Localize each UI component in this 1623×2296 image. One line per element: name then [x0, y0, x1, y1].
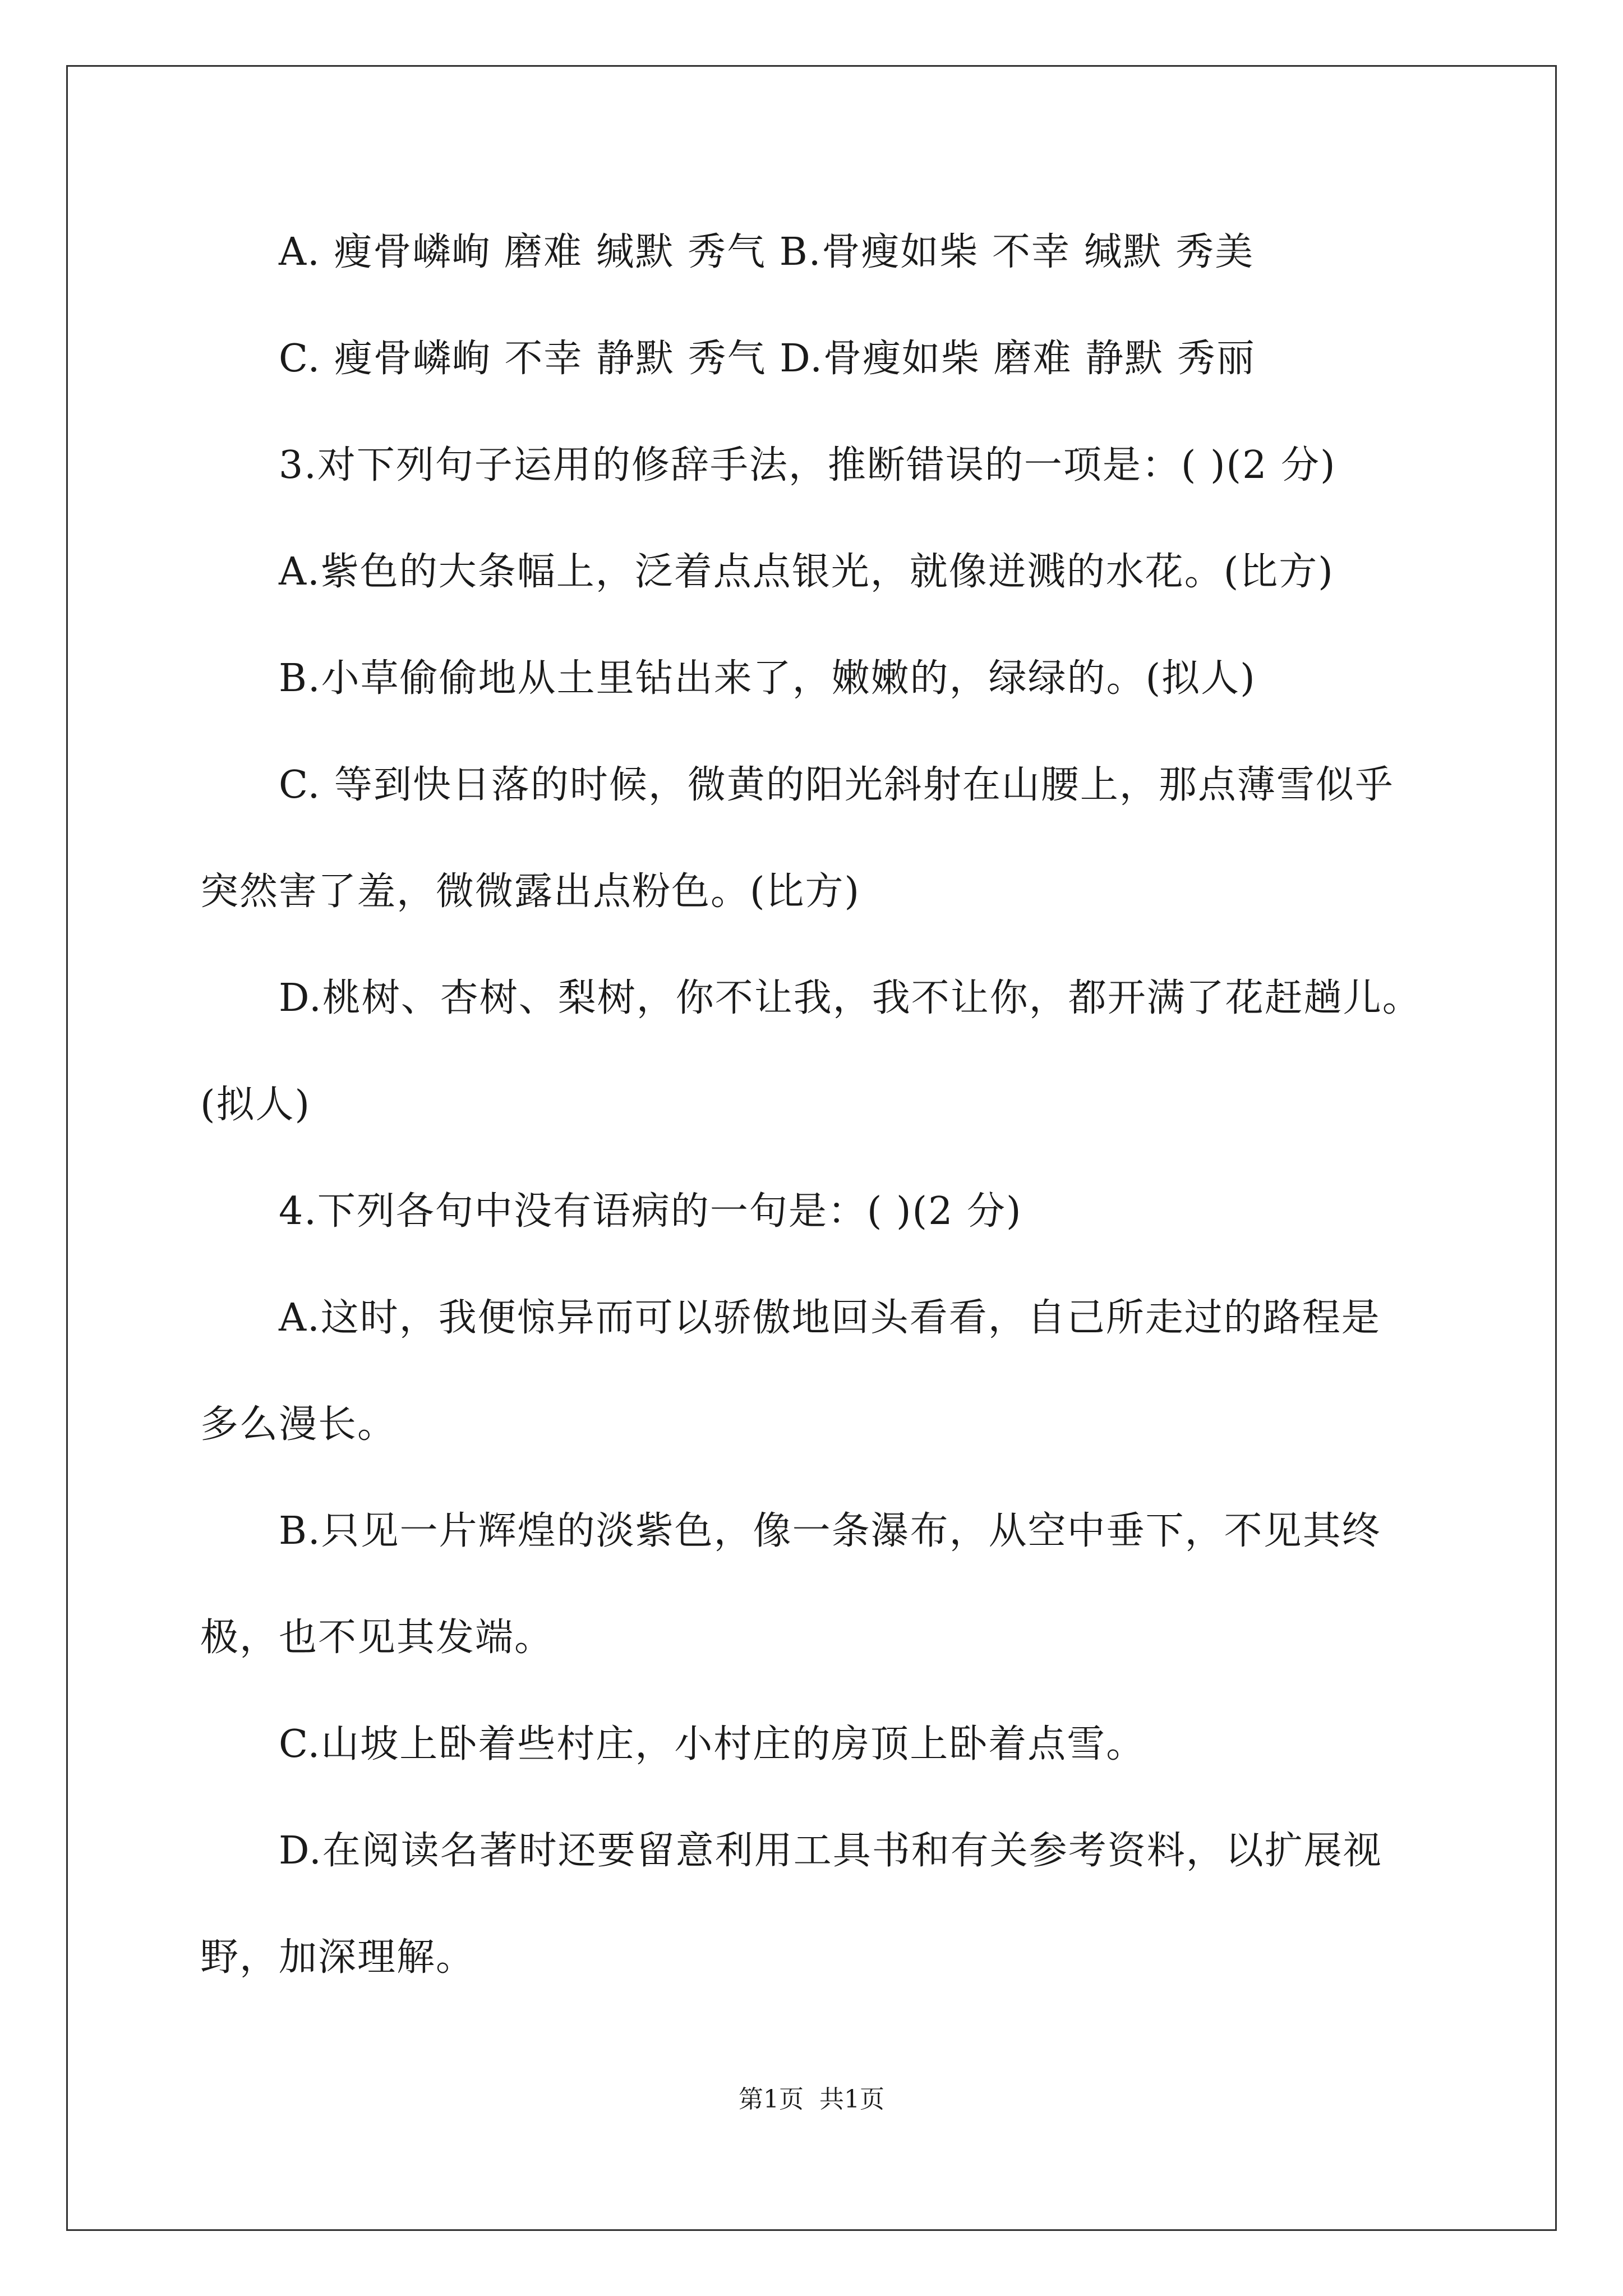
page-total: 共1页 [819, 2085, 884, 2114]
question-4-option-a: A.这时，我便惊异而可以骄傲地回头看看，自己所走过的路程是 [279, 1296, 1381, 1340]
question-4-option-c: C.山坡上卧着些村庄，小村庄的房顶上卧着点雪。 [279, 1722, 1146, 1766]
question-3-option-c: C. 等到快日落的时候，微黄的阳光斜射在山腰上，那点薄雪似乎 [279, 763, 1394, 807]
document-body [200, 219, 1423, 2031]
question-4-option-b-continued: 极，也不见其发端。 [200, 1616, 554, 1660]
question-4-option-d: D.在阅读名著时还要留意利用工具书和有关参考资料，以扩展视 [279, 1829, 1382, 1873]
question-4: 4.下列各句中没有语病的一句是：( )(2 分) [279, 1189, 1022, 1234]
option-line: C. 瘦骨嶙峋 不幸 静默 秀气 D.骨瘦如柴 磨难 静默 秀丽 [279, 337, 1256, 381]
question-3-option-d: D.桃树、杏树、梨树，你不让我，我不让你，都开满了花赶趟儿。 [279, 976, 1422, 1020]
question-3-option-c-continued: 突然害了羞，微微露出点粉色。(比方) [200, 869, 861, 914]
page-number: 第1页 [739, 2085, 804, 2114]
question-3-option-d-continued: (拟人) [200, 1083, 311, 1127]
page-footer [0, 2083, 1623, 2116]
question-3-option-a: A.紫色的大条幅上，泛着点点银光，就像迸溅的水花。(比方) [279, 550, 1334, 594]
question-3: 3.对下列句子运用的修辞手法，推断错误的一项是：( )(2 分) [279, 443, 1336, 487]
question-4-option-b: B.只见一片辉煌的淡紫色，像一条瀑布，从空中垂下，不见其终 [279, 1509, 1381, 1553]
question-4-option-a-continued: 多么漫长。 [200, 1402, 397, 1447]
option-line: A. 瘦骨嶙峋 磨难 缄默 秀气 B.骨瘦如柴 不幸 缄默 秀美 [279, 230, 1255, 274]
question-4-option-d-continued: 野，加深理解。 [200, 1935, 476, 1980]
question-3-option-b: B.小草偷偷地从土里钻出来了，嫩嫩的，绿绿的。(拟人) [279, 656, 1256, 701]
